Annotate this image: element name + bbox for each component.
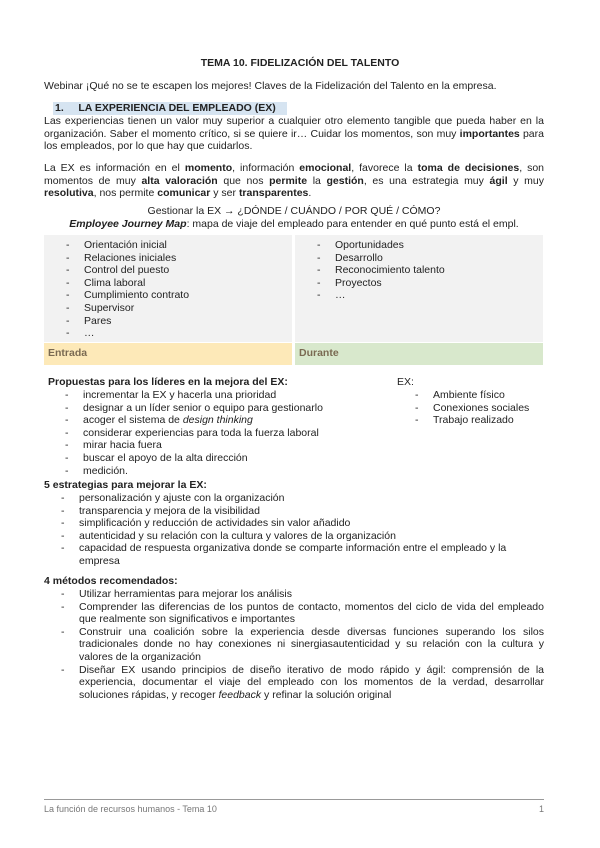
para2-bold: emocional <box>299 162 352 174</box>
para2-bold: comunicar <box>157 187 211 200</box>
list-item: - Trabajo realizado <box>415 414 555 427</box>
entrada-list <box>66 239 292 340</box>
list-item: - Pares <box>66 315 292 328</box>
para2-bold: ágil <box>489 174 508 187</box>
method4-text-end: y refinar la solución original <box>261 688 392 701</box>
section-number: 1. <box>55 102 64 114</box>
para2-text: . <box>308 187 312 200</box>
ex-list <box>415 389 555 427</box>
list-item: - Conexiones sociales <box>415 402 555 415</box>
proposals-list <box>65 389 395 477</box>
para2-text: , información <box>232 162 300 174</box>
para2-bold: alta valoración <box>141 174 218 187</box>
list-item: - Supervisor <box>66 302 292 315</box>
durante-list <box>317 239 543 302</box>
para2-bold: permite <box>269 174 308 187</box>
ex-title: EX: <box>397 376 414 388</box>
journey-desc: : mapa de viaje del empleado para entender en qué punto está el empl. <box>186 218 519 230</box>
list-item: - Construir una coalición sobre la experiencia desde diversas funciones superando los silos tradicionales donde no hay conexiones ni sinergiasautenticidad y su relación con la cultura y valores de la organización <box>61 626 544 664</box>
durante-box <box>295 235 543 342</box>
list-item: - considerar experiencias para toda la fuerza laboral <box>65 427 395 440</box>
strategies-title: 5 estrategias para mejorar la EX: <box>44 479 207 491</box>
entrada-box <box>44 235 292 342</box>
list-item: - simplificación y reducción de actividades sin valor añadido <box>61 517 544 530</box>
list-item: - mirar hacia fuera <box>65 439 395 452</box>
list-item: - Ambiente físico <box>415 389 555 402</box>
list-item: - Desarrollo <box>317 252 543 265</box>
para1-bold: importantes <box>459 127 520 140</box>
methods-title: 4 métodos recomendados: <box>44 575 178 587</box>
journey-line <box>44 218 544 231</box>
para2-bold: gestión <box>326 174 364 187</box>
manage-line: Gestionar la EX → ¿DÓNDE / CUÁNDO / POR QUÉ / CÓMO? <box>147 205 441 217</box>
journey-term: Employee Journey Map <box>69 218 187 230</box>
list-item: - Clima laboral <box>66 277 292 290</box>
list-item: - … <box>66 327 292 340</box>
para2-text: , favorece la <box>351 162 418 174</box>
list-item: - autenticidad y su relación con la cultura y valores de la organización <box>61 530 544 543</box>
list-item: - Reconocimiento talento <box>317 264 543 277</box>
page-title: TEMA 10. FIDELIZACIÓN DEL TALENTO <box>200 57 400 69</box>
list-item: - medición. <box>65 465 395 478</box>
para2-text: , nos permite <box>93 187 158 200</box>
list-item: - Proyectos <box>317 277 543 290</box>
list-item: - designar a un líder senior o equipo para gestionarlo <box>65 402 395 415</box>
design-thinking-term: design thinking <box>182 414 253 427</box>
strategies-list <box>61 492 544 568</box>
para2-text: La EX es información en el <box>44 162 185 174</box>
methods-list <box>61 588 544 701</box>
proposals-title: Propuestas para los líderes en la mejora del EX: <box>48 376 288 388</box>
paragraph-1 <box>44 115 544 153</box>
list-item: - capacidad de respuesta organizativa donde se comparte información entre el empleado y la empresa <box>61 542 544 567</box>
list-item: - Oportunidades <box>317 239 543 252</box>
para2-text: que nos <box>217 174 270 187</box>
para2-text: , son momentos de muy <box>44 162 545 187</box>
list-item: - transparencia y mejora de la visibilidad <box>61 505 544 518</box>
list-item: - … <box>317 289 543 302</box>
para2-bold: transparentes <box>238 187 309 200</box>
para2-bold: resolutiva <box>44 187 94 200</box>
webinar-line: Webinar ¡Qué no se te escapen los mejores! Claves de la Fidelización del Talento en la empresa. <box>44 80 497 92</box>
list-item <box>61 664 544 702</box>
paragraph-2 <box>44 162 544 200</box>
list-item: - Control del puesto <box>66 264 292 277</box>
list-item: - Comprender las diferencias de los puntos de contacto, momentos del ciclo de vida del empleado que realmente son significativos e importantes <box>61 601 544 626</box>
para2-text: , es una estrategia muy <box>363 174 490 187</box>
method4-text: Diseñar EX usando principios de diseño iterativo de modo rápido y ágil: comprensión de la experiencia, documentar el viaje del empleado con los momentos de la verdad, desarrollar soluciones rápidas, y recoger <box>79 663 544 701</box>
method4-italic: feedback <box>218 688 262 701</box>
list-item: - Orientación inicial <box>66 239 292 252</box>
para1-text: Las experiencias tienen un valor muy superior a cualquier otro elemento tangible que pueda haber en la organización. Saber el momento crítico, si se quiere ir… Cuidar los momentos, son muy <box>44 115 544 140</box>
list-item: - Relaciones iniciales <box>66 252 292 265</box>
section-heading <box>53 102 287 115</box>
para2-text: la <box>307 174 327 187</box>
section-title: LA EXPERIENCIA DEL EMPLEADO (EX) <box>78 102 276 114</box>
footer-title: La función de recursos humanos - Tema 10 <box>44 804 217 814</box>
para2-text: y ser <box>210 187 239 200</box>
durante-label: Durante <box>295 343 543 365</box>
list-item: - personalización y ajuste con la organización <box>61 492 544 505</box>
para2-bold: toma de decisiones <box>417 162 520 174</box>
list-item: - buscar el apoyo de la alta dirección <box>65 452 395 465</box>
entrada-label: Entrada <box>44 343 292 365</box>
list-item: - Cumplimiento contrato <box>66 289 292 302</box>
list-item: - incrementar la EX y hacerla una prioridad <box>65 389 395 402</box>
page-number: 1 <box>538 804 544 814</box>
page-footer <box>44 799 544 816</box>
para1-text-end: para los empleados, por lo que hay que cuidarlos. <box>44 127 544 153</box>
list-item: - Utilizar herramientas para mejorar los análisis <box>61 588 544 601</box>
list-item: - acoger el sistema de design thinking <box>65 414 395 427</box>
para2-bold: momento <box>184 162 233 174</box>
para2-text: y muy <box>507 174 545 187</box>
